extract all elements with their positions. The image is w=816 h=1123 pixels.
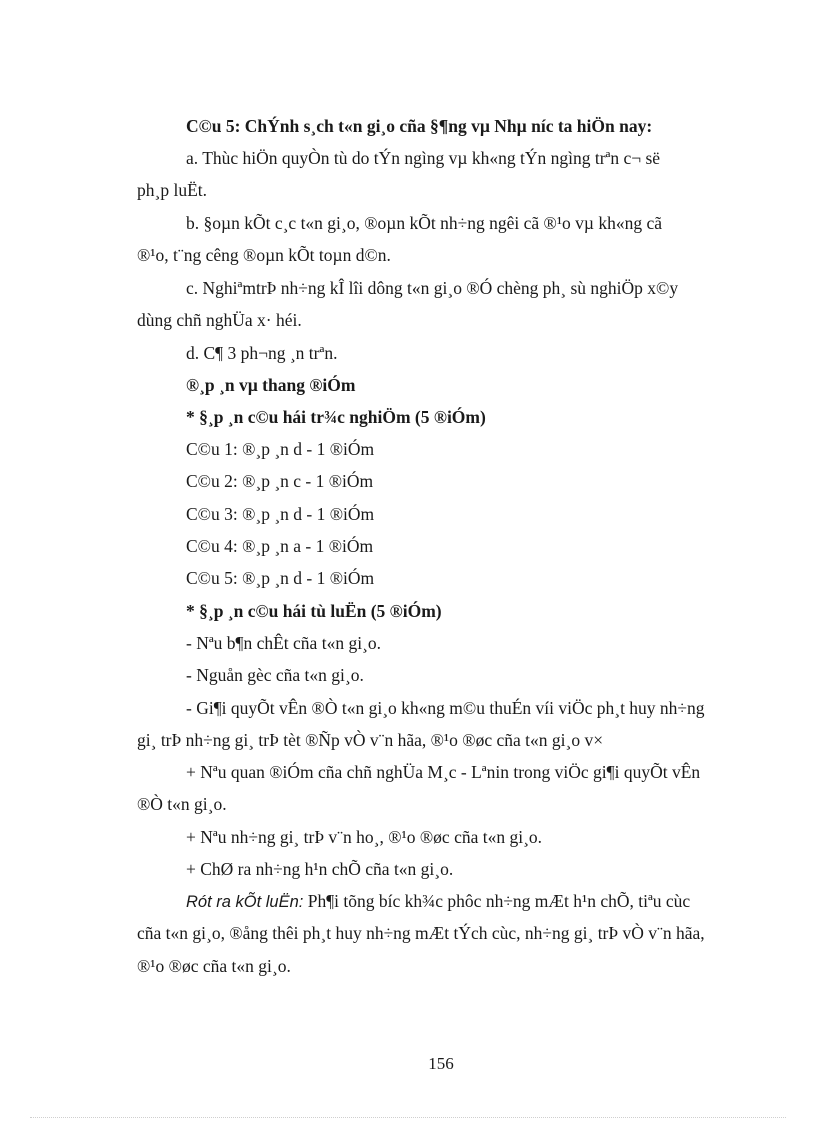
mc-answer-item: C©u 3: ®¸p ¸n d - 1 ®iÓm: [186, 504, 375, 524]
essay-point-5: + Nªu nh÷ng gi¸ trÞ v¨n ho¸, ®¹o ®øc cña t«n gi¸o.: [186, 827, 543, 847]
essay-point-3-line-1: - Gi¶i quyÕt vÊn ®Ò t«n gi¸o kh«ng m©u thuÉn víi viÖc ph¸t huy nh÷ng: [186, 698, 705, 718]
page-number: 156: [428, 1054, 454, 1073]
conclusion-text: Ph¶i tõng bíc kh¾c phôc nh÷ng mÆt h¹n chÕ, tiªu cùc: [303, 891, 691, 911]
option-b-line-1: b. §oµn kÕt c¸c t«n gi¸o, ®oµn kÕt nh÷ng ngêi cã ®¹o vµ kh«ng cã: [186, 213, 663, 233]
mc-answer-item: C©u 2: ®¸p ¸n c - 1 ®iÓm: [186, 471, 374, 491]
conclusion-line-2: cña t«n gi¸o, ®ång thêi ph¸t huy nh÷ng mÆt tÝch cùc, nh÷ng gi¸ trÞ vÒ v¨n hãa,: [137, 923, 705, 943]
conclusion-label: Rót ra kÕt luËn:: [186, 893, 304, 911]
mc-answer-item: C©u 5: ®¸p ¸n d - 1 ®iÓm: [186, 568, 375, 588]
option-d: d. C¶ 3 ph¬ng ¸n trªn.: [186, 343, 338, 363]
option-c-line-1: c. NghiªmtrÞ nh÷ng kÎ lîi dông t«n gi¸o ®Ó chèng ph¸ sù nghiÖp x©y: [186, 278, 679, 298]
option-a-line-1: a. Thùc hiÖn quyÒn tù do tÝn ngìng vµ kh«ng tÝn ngìng trªn c¬ së: [186, 148, 661, 168]
essay-point-6: + ChØ ra nh÷ng h¹n chÕ cña t«n gi¸o.: [186, 859, 454, 879]
essay-answers-heading: * §¸p ¸n c©u hái tù luËn (5 ®iÓm): [186, 601, 442, 621]
option-a-line-2: ph¸p luËt.: [137, 180, 207, 200]
conclusion-line-3: ®¹o ®øc cña t«n gi¸o.: [137, 956, 291, 976]
essay-point-4-line-2: ®Ò t«n gi¸o.: [137, 794, 227, 814]
option-c-line-2: dùng chñ nghÜa x· héi.: [137, 310, 302, 330]
mc-answers-heading: * §¸p ¸n c©u hái tr¾c nghiÖm (5 ®iÓm): [186, 407, 486, 427]
essay-point-4-line-1: + Nªu quan ®iÓm cña chñ nghÜa M¸c - Lªnin trong viÖc gi¶i quyÕt vÊn: [186, 762, 701, 782]
essay-point-3-line-2: gi¸ trÞ nh÷ng gi¸ trÞ tèt ®Ñp vÒ v¨n hãa, ®¹o ®øc cña t«n gi¸o v×: [137, 730, 604, 750]
essay-point-2: - Nguån gèc cña t«n gi¸o.: [186, 665, 364, 685]
essay-point-1: - Nªu b¶n chÊt cña t«n gi¸o.: [186, 633, 382, 653]
answers-heading: ®¸p ¸n vµ thang ®iÓm: [186, 375, 356, 395]
mc-answer-item: C©u 4: ®¸p ¸n a - 1 ®iÓm: [186, 536, 374, 556]
conclusion-line-1: [186, 890, 816, 913]
mc-answer-item: C©u 1: ®¸p ¸n d - 1 ®iÓm: [186, 439, 375, 459]
question-5-title: C©u 5: ChÝnh s¸ch t«n gi¸o cña §¶ng vµ Nhµ níc ta hiÖn nay:: [186, 116, 653, 136]
footer-divider: [30, 1117, 786, 1118]
option-b-line-2: ®¹o, t¨ng cêng ®oµn kÕt toµn d©n.: [137, 245, 391, 265]
